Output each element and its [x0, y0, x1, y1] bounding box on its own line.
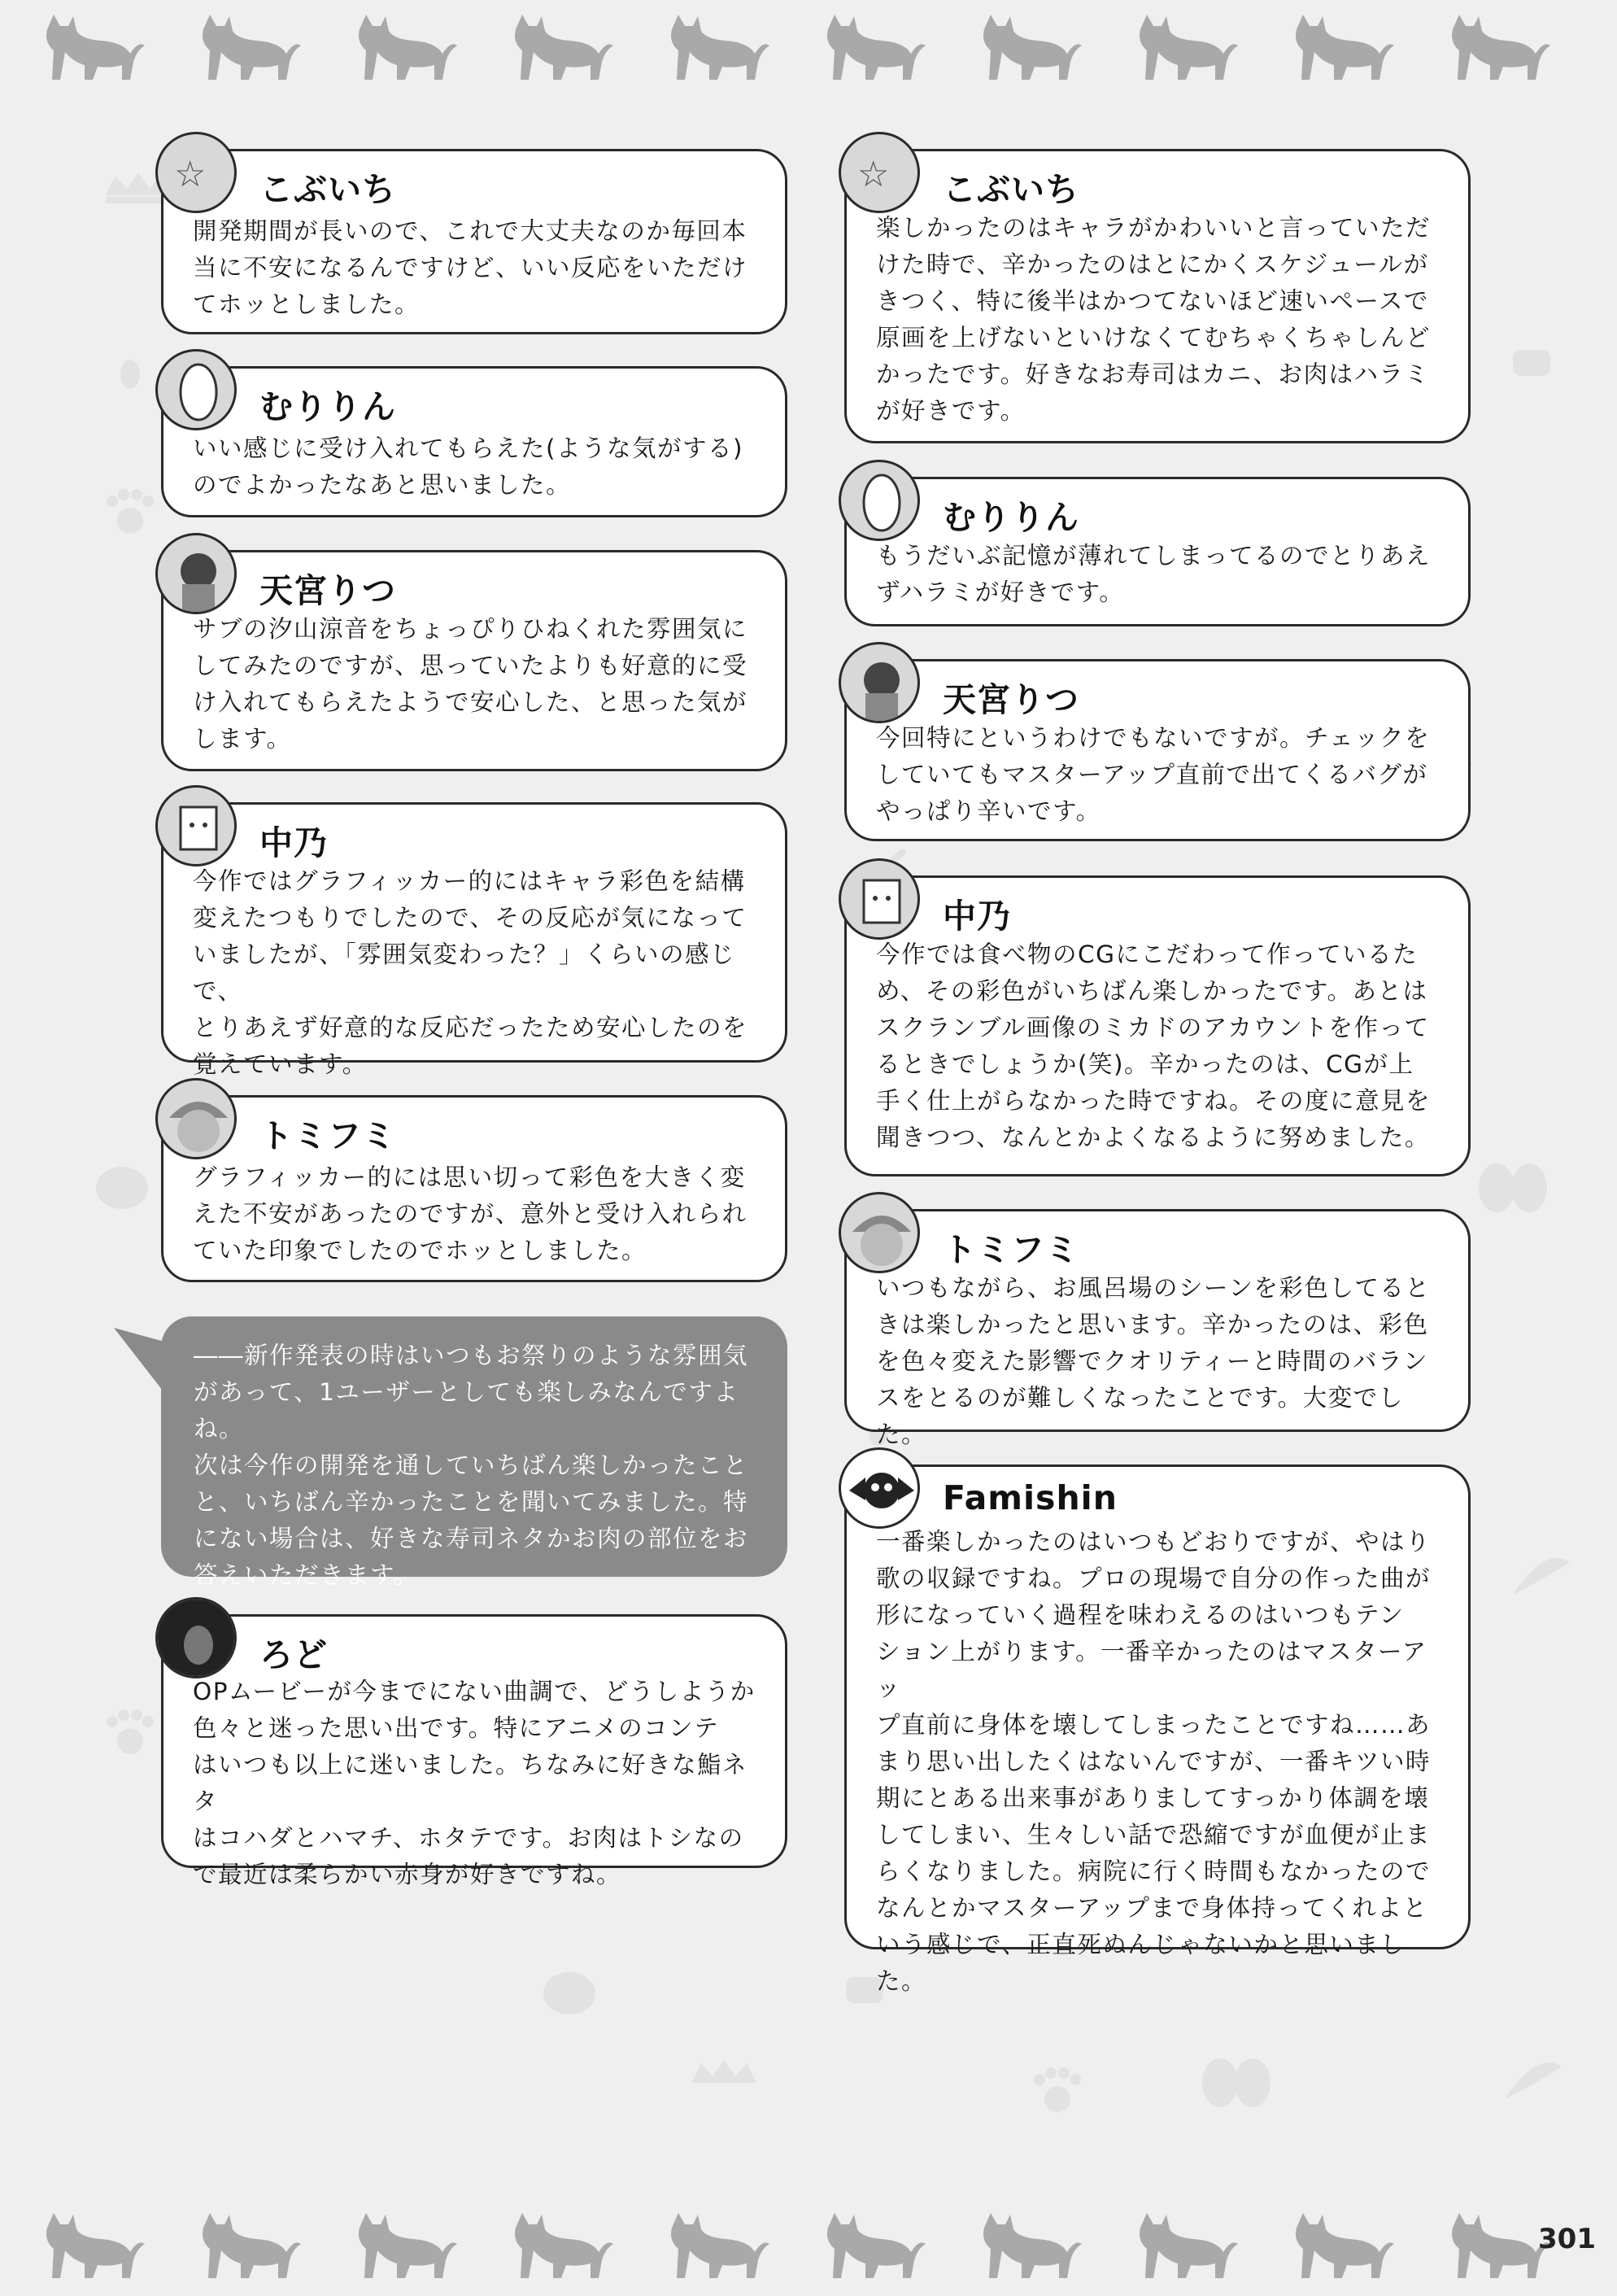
cat-silhouette-icon	[189, 8, 303, 81]
comment-bubble-famishin	[844, 1464, 1471, 1995]
cat-silhouette-icon	[970, 2207, 1083, 2280]
comment-text: 開発期間が長いので、これで大丈夫なのか毎回本 当に不安になるんですけど、いい反応をいただけ てホッとしました。	[193, 217, 748, 318]
speaker-name: むりりん	[943, 498, 1079, 537]
kobuichi-avatar-icon	[155, 132, 237, 213]
famishin-avatar-icon	[839, 1447, 920, 1529]
paw-icon	[107, 1709, 154, 1754]
top-cat-border	[0, 8, 1617, 98]
speaker-name: Famishin	[943, 1478, 1118, 1517]
cat-silhouette-icon	[813, 2207, 927, 2280]
butterfly-icon	[1479, 1163, 1547, 1212]
comment-text: いい感じに受け入れてもらえた(ような気がする) のでよかったなあと思いました。	[193, 434, 744, 499]
cat-silhouette-icon	[657, 8, 771, 81]
cat-silhouette-icon	[189, 2207, 303, 2280]
nakano-avatar-icon	[839, 858, 920, 940]
comment-bubble-kobuichi	[161, 149, 787, 334]
comment-bubble-rodo	[161, 1614, 787, 1888]
bean-icon	[120, 360, 140, 389]
speaker-name: ろど	[259, 1635, 328, 1674]
comment-bubble-kobuichi-2	[844, 149, 1471, 443]
speaker-name: 中乃	[943, 897, 1011, 936]
note-text: ――新作発表の時はいつもお祭りのような雰囲気 があって、1ユーザーとしても楽しみなんですよね。 次は今作の開発を通していちばん楽しかったこと と、いちばん辛かったことを聞いてみました。特 にない場合は、好きな寿司ネタかお肉の部位をお 答えいただきます。	[194, 1342, 749, 1589]
speaker-name: むりりん	[259, 387, 396, 426]
comment-text: 今作では食べ物のCGにこだわって作っているた め、その彩色がいちばん楽しかったです。あとは スクランブル画像のミカドのアカウントを作って るときでしょうか(笑)。辛かったのは、CGが上 手く仕上がらなかった時ですね。その度に意見を 聞きつつ、なんとかよくなるように努めました。	[876, 941, 1432, 1151]
speaker-name: 天宮りつ	[259, 571, 396, 610]
page-number: 301	[1538, 2223, 1596, 2255]
teacup-icon	[1513, 350, 1550, 376]
tomifumi-avatar-icon	[155, 1078, 237, 1159]
comment-text: 一番楽しかったのはいつもどおりですが、やはり 歌の収録ですね。プロの現場で自分の作った曲が 形になっていく過程を味わえるのはいつもテン ション上がります。一番辛かったのはマスターアッ プ直前に身体を壊してしまったことですね……あ まり思い出したくはないんですが、一番キツい時 期にとある出来事がありましてすっかり体調を壊 してしまい、生々しい話で恐縮ですが血便が止ま らくなりました。病院に行く時間もなかったので なんとかマスターアップまで身体持ってくれよと いう感じで、正直死ぬんじゃないかと思いました。	[876, 1528, 1432, 1995]
cat-silhouette-icon	[33, 8, 146, 81]
cat-silhouette-icon	[1126, 8, 1240, 81]
paw-icon	[1034, 2067, 1081, 2112]
cat-silhouette-icon	[1438, 2207, 1552, 2280]
speaker-name: トミフミ	[259, 1116, 396, 1155]
muririn-avatar-icon	[155, 349, 237, 430]
teapot-icon	[543, 1972, 595, 2014]
comment-text: グラフィッカー的には思い切って彩色を大きく変 えた不安があったのですが、意外と受け入れられ ていた印象でしたのでホッとしました。	[193, 1163, 747, 1264]
cat-silhouette-icon	[1282, 2207, 1396, 2280]
tomifumi-avatar-icon	[839, 1192, 920, 1273]
speaker-name: 中乃	[259, 823, 328, 862]
comment-text: もうだいぶ記憶が薄れてしまってるのでとりあえ ずハラミが好きです。	[876, 542, 1432, 606]
comment-text: 今作ではグラフィッカー的にはキャラ彩色を結構 変えたつもりでしたので、その反応が気になって いましたが、「雰囲気変わった？」くらいの感じで、 とりあえず好意的な反応だったため安心したのを 覚えています。	[193, 867, 748, 1078]
comment-bubble-nakano-2	[844, 875, 1471, 1176]
muririn-avatar-icon	[839, 460, 920, 541]
comment-text: OPムービーが今までにない曲調で、どうしようか 色々と迷った思い出です。特にアニメのコンテ はいつも以上に迷いました。ちなみに好きな鮨ネタ はコハダとハマチ、ホタテです。お肉はトシなの で最近は柔らかい赤身が好きですね。	[193, 1678, 756, 1888]
feather-icon	[1505, 2062, 1562, 2099]
comment-text: 楽しかったのはキャラがかわいいと言っていただ けた時で、辛かったのはとにかくスケジュールが きつく、特に後半はかつてないほど速いペースで 原画を上げないといけなくてむちゃくちゃしんど かったです。好きなお寿司はカニ、お肉はハラミ が好きです。	[876, 214, 1432, 425]
svg-text:☆: ☆	[174, 154, 207, 195]
cat-silhouette-icon	[345, 2207, 459, 2280]
bottom-cat-border	[0, 2207, 1617, 2296]
cat-silhouette-icon	[1282, 8, 1396, 81]
comment-bubble-amamiya-2	[844, 659, 1471, 841]
comment-bubble-amamiya	[161, 550, 787, 771]
cat-silhouette-icon	[345, 8, 459, 81]
cat-silhouette-icon	[657, 2207, 771, 2280]
amamiya-avatar-icon	[839, 642, 920, 723]
comment-bubble-nakano	[161, 802, 787, 1078]
teapot-icon	[96, 1167, 148, 1209]
cat-silhouette-icon	[501, 8, 615, 81]
speaker-name: こぶいち	[943, 170, 1079, 209]
rodo-avatar-icon	[155, 1597, 237, 1678]
paw-icon	[107, 489, 154, 534]
cat-silhouette-icon	[970, 8, 1083, 81]
comment-bubble-tomifumi-2	[844, 1209, 1471, 1448]
amamiya-avatar-icon	[155, 533, 237, 614]
speaker-name: こぶいち	[259, 170, 396, 209]
comment-bubble-tomifumi	[161, 1095, 787, 1282]
interviewer-note	[161, 1316, 787, 1589]
comment-bubble-muririn-2	[844, 477, 1471, 626]
crown-icon	[691, 2060, 756, 2083]
comment-text: サブの汐山涼音をちょっぴりひねくれた雰囲気に してみたのですが、思っていたよりも好意的に受 け入れてもらえたようで安心した、と思った気が します。	[193, 615, 748, 753]
kobuichi-avatar-icon	[839, 132, 920, 213]
speaker-name: 天宮りつ	[943, 680, 1079, 719]
cat-silhouette-icon	[1438, 8, 1552, 81]
cat-silhouette-icon	[501, 2207, 615, 2280]
nakano-avatar-icon	[155, 785, 237, 866]
butterfly-icon	[1202, 2058, 1270, 2107]
svg-text:☆: ☆	[857, 154, 890, 195]
speaker-name: トミフミ	[943, 1230, 1079, 1269]
cat-silhouette-icon	[1126, 2207, 1240, 2280]
feather-icon	[1513, 1558, 1570, 1595]
comment-text: いつもながら、お風呂場のシーンを彩色してると きは楽しかったと思います。辛かったのは、彩色 を色々変えた影響でクオリティーと時間のバラン スをとるのが難しくなったことです。大変でした。	[876, 1274, 1431, 1448]
comment-bubble-muririn	[161, 366, 787, 517]
cat-silhouette-icon	[33, 2207, 146, 2280]
comment-text: 今回特にというわけでもないですが。チェックを していてもマスターアップ直前で出てくるバグが やっぱり辛いです。	[876, 724, 1431, 825]
cat-silhouette-icon	[813, 8, 927, 81]
